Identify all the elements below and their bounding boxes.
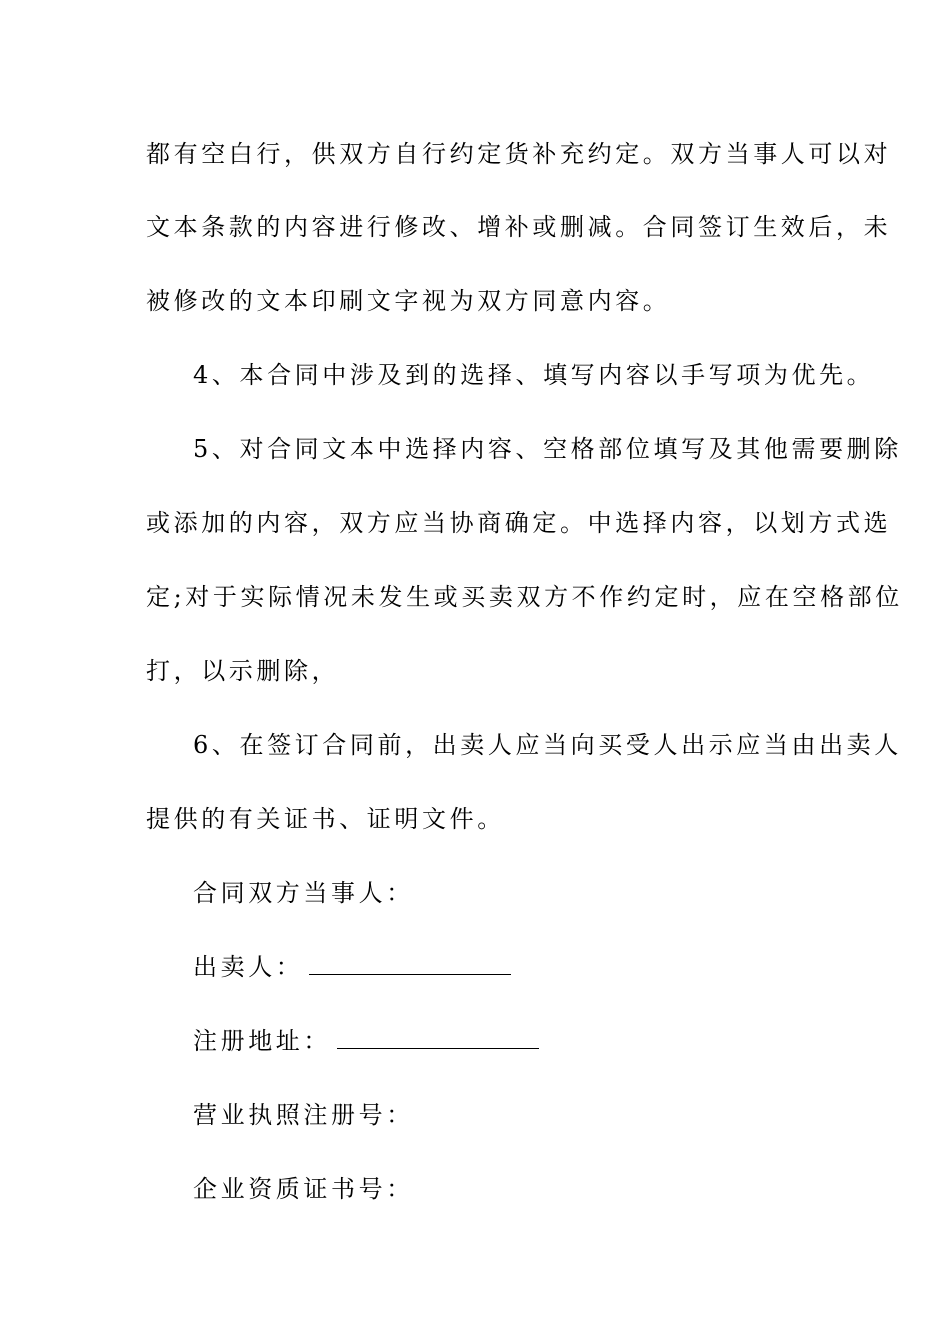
address-blank-field[interactable] bbox=[337, 1026, 539, 1049]
paragraph-line-1: 都有空白行，供双方自行约定货补充约定。双方当事人可以对 bbox=[146, 140, 892, 168]
address-row bbox=[193, 1026, 806, 1056]
seller-row bbox=[193, 952, 806, 982]
parties-heading: 合同双方当事人： bbox=[193, 879, 414, 907]
clause-6-line-1: 6、在签订合同前，出卖人应当向买受人出示应当由出卖人 bbox=[193, 731, 902, 759]
clause-5-line-4: 打，以示删除， bbox=[146, 657, 340, 685]
clause-6-line-2: 提供的有关证书、证明文件。 bbox=[146, 805, 505, 833]
address-label: 注册地址： bbox=[193, 1027, 331, 1055]
clause-5-line-2: 或添加的内容，双方应当协商确定。中选择内容，以划方式选 bbox=[146, 509, 892, 537]
qualification-label: 企业资质证书号： bbox=[193, 1175, 414, 1203]
seller-blank-field[interactable] bbox=[309, 952, 511, 975]
license-label: 营业执照注册号： bbox=[193, 1101, 414, 1129]
clause-5-line-3: 定;对于实际情况未发生或买卖双方不作约定时，应在空格部位 bbox=[146, 583, 903, 611]
paragraph-line-2: 文本条款的内容进行修改、增补或删减。合同签订生效后，未 bbox=[146, 213, 892, 241]
seller-label: 出卖人： bbox=[193, 953, 304, 981]
clause-4: 4、本合同中涉及到的选择、填写内容以手写项为优先。 bbox=[193, 361, 875, 389]
paragraph-line-3: 被修改的文本印刷文字视为双方同意内容。 bbox=[146, 287, 671, 315]
clause-5-line-1: 5、对合同文本中选择内容、空格部位填写及其他需要删除 bbox=[193, 435, 902, 463]
